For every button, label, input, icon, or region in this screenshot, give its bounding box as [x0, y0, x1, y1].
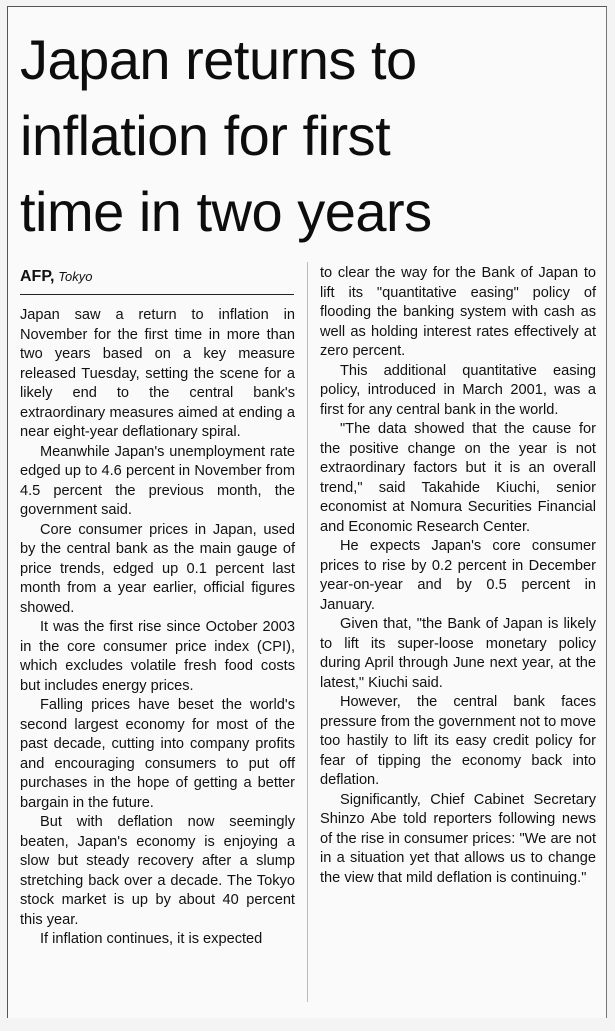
byline-agency: AFP, — [20, 268, 55, 285]
byline-rule — [20, 294, 294, 295]
paragraph: Falling prices have beset the world's second largest economy for most of the past decade, cutting into company profits and encouraging consumers to put off purchases in the hope of getting a better bargain in the future. — [20, 697, 295, 811]
paragraph: "The data showed that the cause for the positive change on the year is not extraordinary factors but it is an overall trend," said Takahide Kiuchi, senior economist at Nomura Securities Financial and Economic Research Center. — [320, 421, 596, 535]
paragraph: If inflation continues, it is expected — [40, 931, 263, 947]
paragraph: Given that, "the Bank of Japan is likely to lift its super-loose monetary policy during April through June next year, at the latest," Kiuchi said. — [320, 616, 596, 691]
paragraph: He expects Japan's core consumer prices to rise by 0.2 percent in December year-on-year and by 0.5 percent in January. — [320, 538, 596, 613]
headline-line-2: inflation for first — [20, 104, 391, 167]
paragraph: However, the central bank faces pressure from the government not to move too hastily to lift its easy credit policy for fear of tipping the economy back into deflation. — [320, 694, 596, 788]
paragraph: Core consumer prices in Japan, used by the central bank as the main gauge of price trends, edged up 0.1 percent last month from a year earlier, official figures showed. — [20, 521, 295, 616]
paragraph: Significantly, Chief Cabinet Secretary Shinzo Abe told reporters following news of the rise in consumer prices: "We are not in a situation yet that allows us to change the view that mild deflation is continuing." — [320, 791, 596, 886]
headline-line-1: Japan returns to — [20, 28, 417, 91]
paragraph: Meanwhile Japan's unemployment rate edged up to 4.6 percent in November from 4.5 percent the previous month, the government said. — [20, 443, 295, 518]
column-divider — [307, 262, 308, 1002]
headline-line-3: time in two years — [20, 180, 432, 243]
article-column-right — [320, 264, 596, 944]
paragraph: This additional quantitative easing policy, introduced in March 2001, was a first for any central bank in the world. — [320, 362, 596, 418]
paragraph: to clear the way for the Bank of Japan to lift its "quantitative easing" policy of flooding the banking system with cash as well as holding interest rates effectively at zero percent. — [320, 265, 596, 359]
byline-place: Tokyo — [58, 269, 93, 284]
byline — [20, 266, 93, 287]
headline — [20, 22, 580, 250]
paragraph: It was the first rise since October 2003 in the core consumer price index (CPI), which excludes volatile fresh food costs but includes energy prices. — [20, 619, 295, 694]
paragraph: Japan saw a return to inflation in November for the first time in more than two years based on a key measure released Tuesday, setting the scene for a likely end to the central bank's extraordinary measures aimed at ending a near eight-year deflationary spiral. — [20, 307, 295, 440]
paragraph: But with deflation now seemingly beaten, Japan's economy is enjoying a slow but steady recovery after a slump stretching back over a decade. The Tokyo stock market is up by about 40 percent this year. — [20, 814, 295, 928]
article-column-left — [20, 306, 295, 1006]
